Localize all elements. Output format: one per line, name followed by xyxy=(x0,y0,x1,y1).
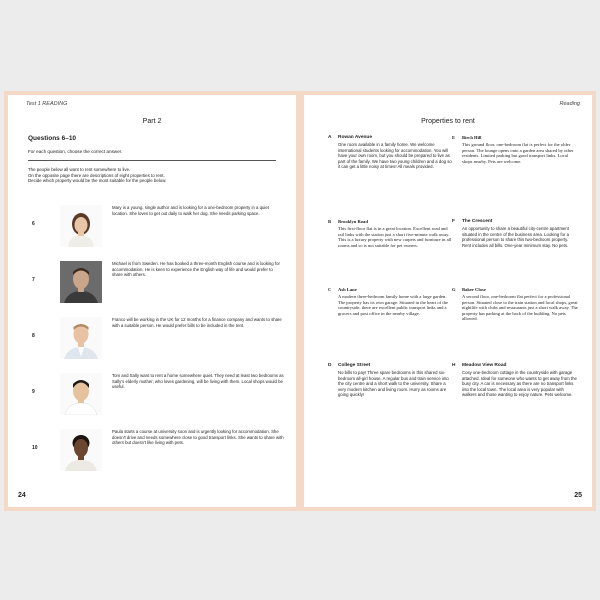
question-number: 8 xyxy=(32,333,35,339)
question-number: 6 xyxy=(32,221,35,227)
right-page xyxy=(304,95,592,507)
property-g xyxy=(452,287,578,322)
property-h xyxy=(452,363,578,398)
person-question-8 xyxy=(28,315,288,361)
property-c xyxy=(328,287,454,316)
property-description: No bills to pay! Three spare bedrooms in this shared six-bedroom all-girl house. A regular bus and train service into the city centre and a short walk to the university. Share a very modern kitchen and living room. Hurry as rooms are going quickly! xyxy=(338,370,449,398)
person-question-10 xyxy=(28,427,288,473)
person-question-9 xyxy=(28,371,288,417)
property-description: A second floor, one-bedroom flat perfect for a professional person. Situated close to the train station and local shops, great nightlife with clubs and restaurants just a short walk away. The property has parking at the back of the building. No pets allowed. xyxy=(462,294,578,322)
property-name: Brooklyn Road xyxy=(338,219,368,224)
left-page xyxy=(8,95,296,507)
property-letter: G xyxy=(452,287,456,292)
property-name: Meadow View Road xyxy=(462,363,507,368)
property-description: A modern three-bedroom family home with a large garden. The property has its own garage. Situated in the heart of the countryside, there are excellent public transport links and a grocers and post office in the nearby village. xyxy=(338,294,448,316)
questions-title: Questions 6–10 xyxy=(28,135,77,142)
property-letter: D xyxy=(328,363,332,368)
property-name: The Crescent xyxy=(462,219,493,224)
property-e xyxy=(452,135,578,164)
portrait-photo xyxy=(60,373,102,415)
property-description: One room available in a family home. We welcome international students looking for accommodation. You will have your own room, but you should be prepared to live as part of the family. We have two young children and a dog so it can get a little noisy at times! All meals provided. xyxy=(338,142,452,170)
page-header: Test 1 READING xyxy=(26,101,68,107)
intro-text: The people below all want to rent somewhere to live. On the opposite page there are descriptions of eight properties to rent. Decide which property would be the most suitable for the people below. xyxy=(28,167,167,184)
property-description: An opportunity to share a beautiful city-centre apartment situated in the centre of the business area. Looking for a professional person to share this two-bedroom property. Rent includes all bills. One-year minimum stay. No pets. xyxy=(462,226,570,248)
property-letter: A xyxy=(328,135,332,140)
person-description: Michael is from Sweden. He has booked a three-month English course and is looking for accommodation. He is keen to experience the English way of life and would prefer to share with others. xyxy=(112,261,280,278)
question-number: 7 xyxy=(32,277,35,283)
property-a xyxy=(328,135,454,170)
book-spread xyxy=(4,91,596,511)
property-letter: F xyxy=(452,219,455,224)
property-name: Rowan Avenue xyxy=(338,135,373,140)
portrait-photo xyxy=(60,205,102,247)
property-letter: E xyxy=(452,135,456,140)
property-letter: B xyxy=(328,219,332,224)
property-d xyxy=(328,363,454,398)
question-number: 10 xyxy=(32,445,38,451)
properties-title: Properties to rent xyxy=(421,118,475,125)
part-title: Part 2 xyxy=(142,118,162,125)
person-description: Tom and Sally want to rent a home somewhere quiet. They need at least two bedrooms as Sally's elderly mother, who loves gardening, will be living with them. Local shops would be useful. xyxy=(112,373,284,390)
property-name: Baker Close xyxy=(462,287,486,292)
portrait-photo xyxy=(60,261,102,303)
property-description: This ground floor, one-bedroom flat is perfect for the older person. The lounge opens onto a garden area shared by other residents. Limited parking but good transport links. Local shops nearby. Pets are welcome. xyxy=(462,142,574,164)
person-question-6 xyxy=(28,203,288,249)
person-description: Franco will be working in the UK for 12 months for a finance company and wants to share with a suitable person. He would prefer bills to be included in the rent. xyxy=(112,317,282,328)
portrait-photo xyxy=(60,429,102,471)
property-f xyxy=(452,219,578,248)
property-b xyxy=(328,219,454,248)
person-description: Mary is a young, single author and is looking for a one-bedroom property in a quiet location. She loves to get out daily to walk her dog. She needs parking space. xyxy=(112,205,269,216)
property-letter: C xyxy=(328,287,332,292)
property-description: This first-floor flat is in a great location. Excellent road and rail links with the station just a short five-minute walk away. This is a luxury property with new carpets and furniture in all rooms and so is not suitable for pet owners. xyxy=(338,226,452,248)
property-letter: H xyxy=(452,363,456,368)
page-header: Reading xyxy=(559,101,580,107)
person-question-7 xyxy=(28,259,288,305)
property-name: Birch Hill xyxy=(462,135,482,140)
divider xyxy=(28,160,276,161)
question-number: 9 xyxy=(32,389,35,395)
portrait-photo xyxy=(60,317,102,359)
property-name: College Street xyxy=(338,363,371,368)
person-description: Paula starts a course at university soon and is urgently looking for accommodation. She doesn't drive and needs somewhere close to good transport links. She wants to share with others but doesn't like living with pets. xyxy=(112,429,284,446)
page-number: 25 xyxy=(574,492,582,499)
page-number: 24 xyxy=(18,492,26,499)
property-name: Ash Lane xyxy=(338,287,357,292)
instruction-text: For each question, choose the correct answer. xyxy=(28,149,123,154)
property-description: Cosy one-bedroom cottage in the countryside with garage attached. Ideal for someone who wants to get away from the busy city. A car is necessary as there are no transport links into the local town. The local area is very popular with walkers and those wanting to enjoy nature. Pets welcome. xyxy=(462,370,577,398)
